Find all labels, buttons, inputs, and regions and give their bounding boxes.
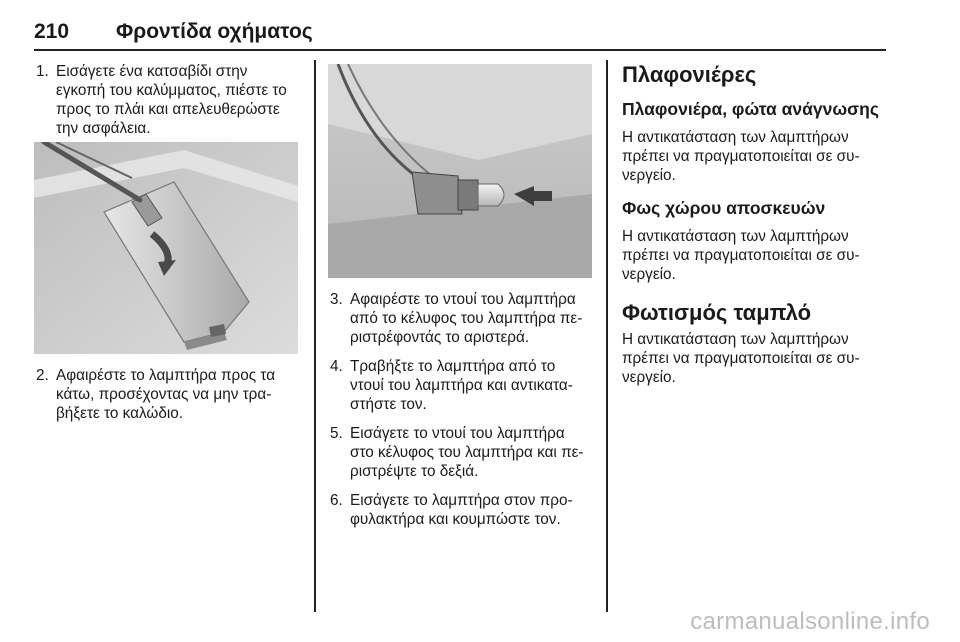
figure-bulb-socket	[328, 64, 592, 278]
step-line: Εισάγετε το λαμπτήρα στον προ-	[350, 492, 573, 509]
paragraph-reading-lights	[622, 128, 886, 185]
step-line: την ασφάλεια.	[56, 120, 151, 137]
step-1	[34, 62, 300, 138]
paragraph-line: πρέπει να πραγματοποιείται σε συ-	[622, 350, 860, 367]
step-4	[328, 357, 592, 414]
paragraph-line: νεργείο.	[622, 167, 676, 184]
step-line: φυλακτήρα και κουμπώστε τον.	[350, 511, 561, 528]
step-line: Αφαιρέστε το ντουί του λαμπτήρα	[350, 291, 576, 308]
column-1	[34, 62, 300, 138]
paragraph-line: νεργείο.	[622, 266, 676, 283]
column-3	[622, 62, 886, 387]
step-number: 1.	[36, 63, 49, 80]
header-rule	[34, 49, 886, 51]
subsection-title-luggage-light: Φως χώρου αποσκευών	[622, 198, 826, 218]
column-divider-left	[314, 60, 316, 612]
paragraph-line: νεργείο.	[622, 369, 676, 386]
column-2	[328, 290, 592, 529]
paragraph-dashboard-lighting	[622, 330, 886, 387]
paragraph-line: πρέπει να πραγματοποιείται σε συ-	[622, 247, 860, 264]
step-line: Τραβήξτε το λαμπτήρα από το	[350, 358, 556, 375]
section-title-interior-lights: Πλαφονιέρες	[622, 62, 757, 87]
paragraph-line: Η αντικατάσταση των λαμπτήρων	[622, 331, 849, 348]
step-line: βήξετε το καλώδιο.	[56, 405, 184, 422]
figure-screwdriver-release	[34, 142, 298, 354]
step-line: ριστρέφοντάς το αριστερά.	[350, 329, 530, 346]
column-1-continued	[34, 366, 300, 423]
step-3	[328, 290, 592, 347]
step-line: Αφαιρέστε το λαμπτήρα προς τα	[56, 367, 276, 384]
step-line: Εισάγετε ένα κατσαβίδι στην	[56, 63, 248, 80]
paragraph-line: πρέπει να πραγματοποιείται σε συ-	[622, 148, 860, 165]
step-5	[328, 424, 592, 481]
step-number: 4.	[330, 358, 343, 375]
section-title-dashboard-lighting: Φωτισμός ταμπλό	[622, 300, 812, 325]
step-line: ριστρέψτε το δεξιά.	[350, 463, 479, 480]
step-number: 5.	[330, 425, 343, 442]
step-line: στο κέλυφος του λαμπτήρα και πε-	[350, 444, 584, 461]
paragraph-line: Η αντικατάσταση των λαμπτήρων	[622, 129, 849, 146]
page-title: Φροντίδα οχήματος	[116, 20, 313, 43]
step-line: Εισάγετε το ντουί του λαμπτήρα	[350, 425, 565, 442]
subsection-title-reading-lights: Πλαφονιέρα, φώτα ανάγνωσης	[622, 99, 879, 119]
paragraph-line: Η αντικατάσταση των λαμπτήρων	[622, 228, 849, 245]
paragraph-luggage-light	[622, 227, 886, 284]
page-number: 210	[34, 20, 70, 43]
step-number: 6.	[330, 492, 343, 509]
step-6	[328, 491, 592, 529]
step-number: 2.	[36, 367, 49, 384]
step-line: στήστε τον.	[350, 396, 427, 413]
step-line: από το κέλυφος του λαμπτήρα πε-	[350, 310, 583, 327]
step-number: 3.	[330, 291, 343, 308]
step-line: προς το πλάι και απελευθερώστε	[56, 101, 280, 118]
step-line: κάτω, προσέχοντας να μην τρα-	[56, 386, 272, 403]
step-line: εγκοπή του καλύμματος, πιέστε το	[56, 82, 287, 99]
step-line: ντουί του λαμπτήρα και αντικατα-	[350, 377, 573, 394]
page-header	[34, 20, 886, 48]
step-2	[34, 366, 300, 423]
watermark: carmanualsonline.info	[690, 608, 930, 635]
column-divider-right	[606, 60, 608, 612]
